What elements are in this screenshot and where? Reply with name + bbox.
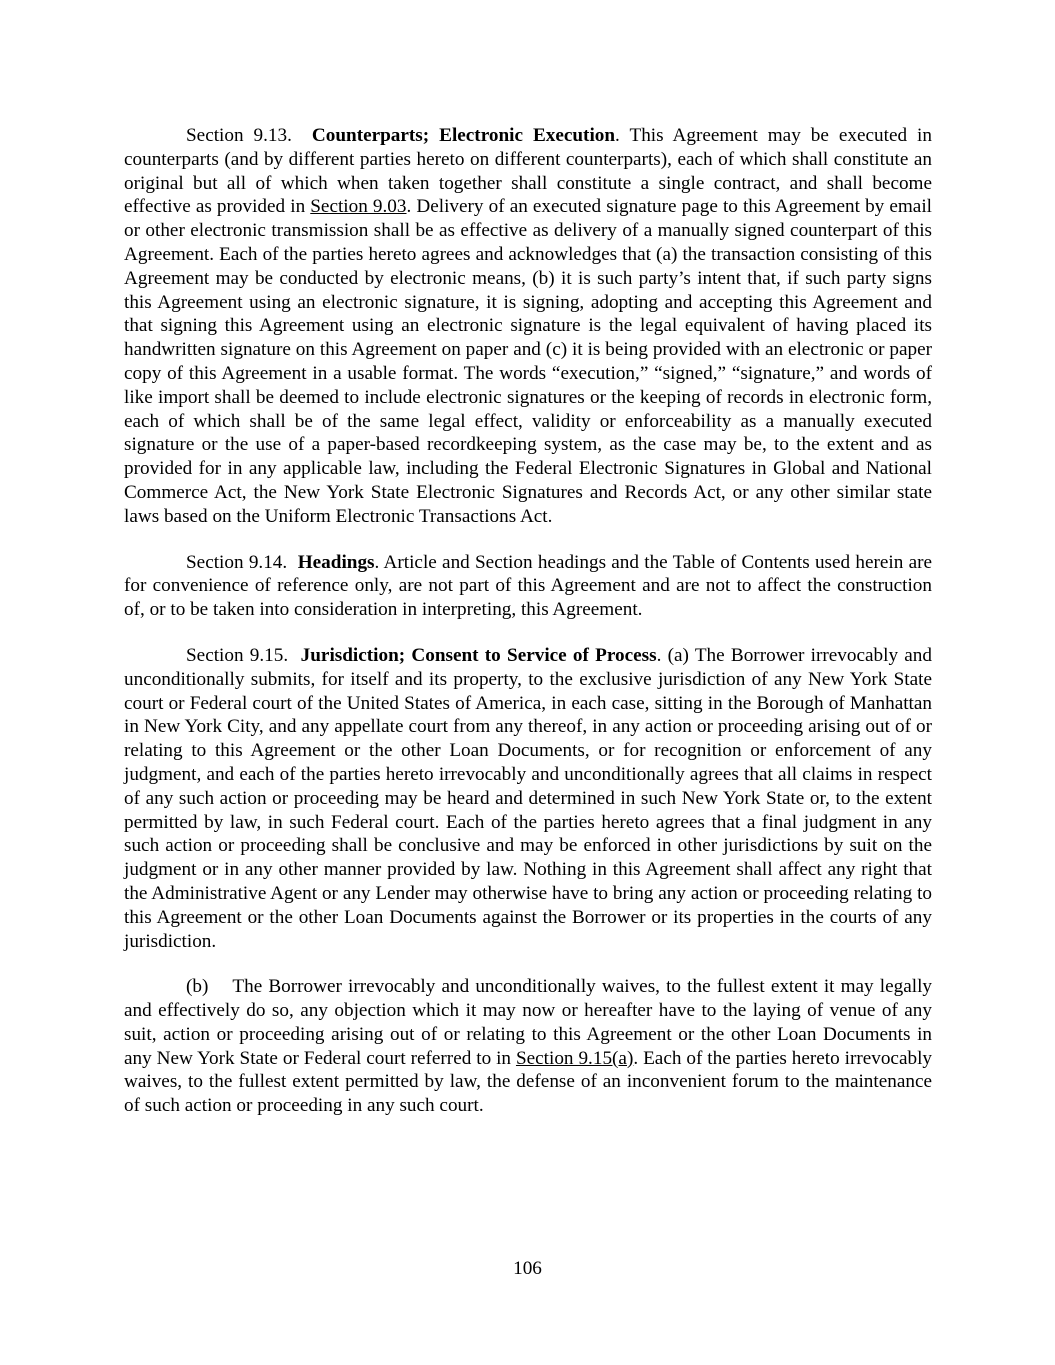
section-heading: Jurisdiction; Consent to Service of Process bbox=[300, 644, 657, 666]
page-number: 106 bbox=[513, 1258, 542, 1279]
paragraph-text-continued: . Delivery of an executed signature page to this Agreement by email or other electronic transmission shall be as effective as delivery of a manually signed counterpart of this Agreement. Each of the parties hereto agrees and acknowledges that (a) the transaction consisting of this Agreement may be conducted by electronic means, (b) it is such party’s intent that, if such party signs this Agreement using an electronic signature, it is signing, adopting and accepting this Agreement and that signing this Agreement using an electronic signature is the legal equivalent of having placed its handwritten signature on this Agreement on paper and (c) it is being provided with an electronic or paper copy of this Agreement in a usable format. The words “execution,” “signed,” “signature,” and words of like import shall be deemed to include electronic signatures or the keeping of records in electronic form, each of which shall be of the same legal effect, validity or enforceability as a manually executed signature or the use of a paper-based recordkeeping system, as the case may be, to the extent and as provided for in any applicable law, including the Federal Electronic Signatures in Global and National Commerce Act, the New York State Electronic Signatures and Records Act, or any other similar state laws based on the Uniform Electronic Transactions Act. bbox=[124, 196, 932, 527]
section-number: Section 9.13. bbox=[186, 125, 292, 146]
subsection-label: (b) bbox=[186, 976, 209, 998]
section-heading: Headings bbox=[297, 551, 375, 573]
section-9-14-paragraph bbox=[124, 551, 932, 622]
subsection-b-paragraph bbox=[124, 975, 932, 1118]
section-9-13-paragraph bbox=[124, 124, 932, 529]
document-page bbox=[124, 124, 932, 1140]
section-number: Section 9.15. bbox=[186, 644, 289, 666]
paragraph-text: The Borrower irrevocably and unconditionally waives, to the fullest extent it may legally and effectively do so, any objection which it may now or hereafter have to the laying of venue of any suit, action or proceeding arising out of or relating to this Agreement or the other Loan Documents in any New York State or Federal court referred to in bbox=[124, 976, 932, 1069]
section-9-15-paragraph bbox=[124, 644, 932, 953]
section-number: Section 9.14. bbox=[186, 551, 288, 573]
paragraph-text: . This Agreement may be executed in counterparts (and by different parties hereto on different counterparts), each of which shall constitute an original but all of which when taken together shall constitute a single contract, and shall become effective as provided in bbox=[124, 125, 932, 218]
section-reference-link[interactable]: Section 9.15(a) bbox=[515, 1047, 634, 1069]
paragraph-text-continued: . Each of the parties hereto irrevocably waives, to the fullest extent permitted by law, the defense of an inconvenient forum to the maintenance of such action or proceeding in any such court. bbox=[124, 1047, 932, 1117]
paragraph-text: . (a) The Borrower irrevocably and unconditionally submits, for itself and its property, to the exclusive jurisdiction of any New York State court or Federal court of the United States of America, in each case, sitting in the Borough of Manhattan in New York City, and any appellate court from any thereof, in any action or proceeding arising out of or relating to this Agreement or the other Loan Documents, or for recognition or enforcement of any judgment, and each of the parties hereto irrevocably and unconditionally agrees that all claims in respect of any such action or proceeding may be heard and determined in such New York State or, to the extent permitted by law, in such Federal court. Each of the parties hereto agrees that a final judgment in any such action or proceeding shall be conclusive and may be enforced in other jurisdictions by suit on the judgment or in any other manner provided by law. Nothing in this Agreement shall affect any right that the Administrative Agent or any Lender may otherwise have to bring any action or proceeding relating to this Agreement or the other Loan Documents against the Borrower or its properties in the courts of any jurisdiction. bbox=[124, 644, 932, 952]
section-heading: Counterparts; Electronic Execution bbox=[311, 125, 616, 146]
section-reference-link[interactable]: Section 9.03 bbox=[310, 196, 407, 218]
paragraph-text: . Article and Section headings and the Table of Contents used herein are for convenience of reference only, are not part of this Agreement and are not to affect the construction of, or to be taken into consideration in interpreting, this Agreement. bbox=[124, 551, 933, 621]
